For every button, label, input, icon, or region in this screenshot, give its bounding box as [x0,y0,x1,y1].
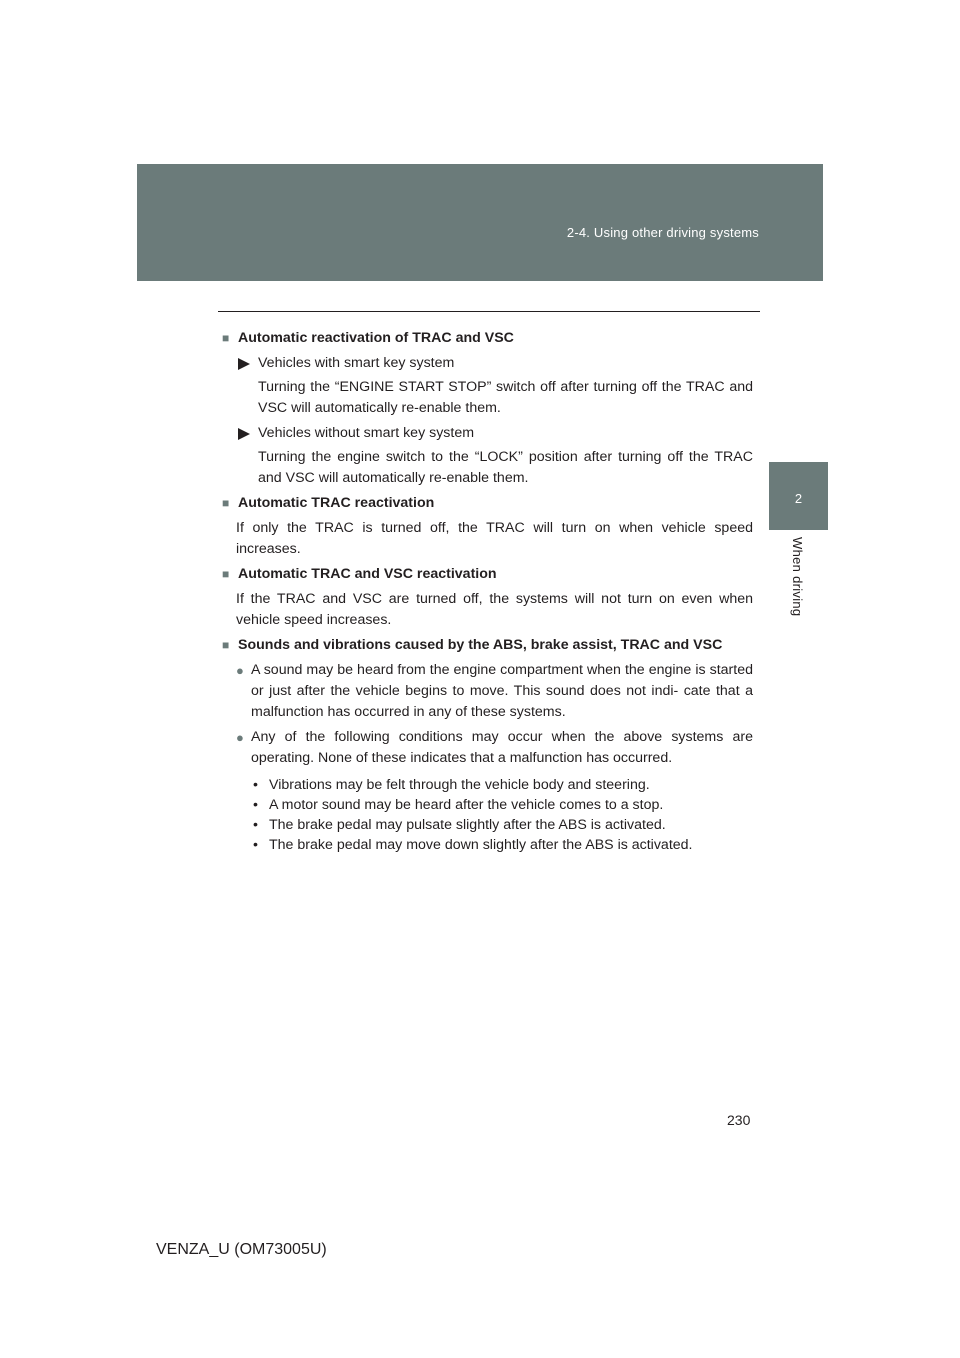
section-heading-text: Automatic TRAC and VSC reactivation [238,566,497,582]
section-marker-icon: ■ [222,567,230,581]
list-item [251,795,753,815]
top-rule [218,311,760,312]
section-heading-text: Automatic TRAC reactivation [238,495,435,511]
list-item [251,775,753,795]
page-content [222,328,753,855]
circle-bullet-icon: ● [236,663,244,678]
page-number: 230 [727,1112,751,1128]
list-item-text: Vibrations may be felt through the vehicle body and steering. [269,777,650,793]
list-item [251,815,753,835]
bullet-point-text: Any of the following conditions may occur when the above systems are operating. None of these indicates that a malfunction has occurred. [251,729,753,766]
chapter-label: When driving [790,537,805,617]
list-item-text: The brake pedal may pulsate slightly after the ABS is activated. [269,817,666,833]
triangle-right-icon [236,423,258,444]
section-heading [222,564,753,585]
chapter-tab [769,462,828,530]
arrow-item [236,353,753,374]
section-marker-icon: ■ [222,331,230,345]
bullet-icon: • [253,797,258,813]
paragraph: If the TRAC and VSC are turned off, the systems will not turn on even when vehicle speed increases. [236,591,753,628]
section-heading-text: Automatic reactivation of TRAC and VSC [238,330,514,346]
bullet-icon: • [253,817,258,833]
arrow-item [236,423,753,444]
bullet-icon: • [253,777,258,793]
paragraph: Turning the “ENGINE START STOP” switch off after turning off the TRAC and VSC will automatically re-enable them. [258,379,753,416]
paragraph: Turning the engine switch to the “LOCK” position after turning off the TRAC and VSC will automatically re-enable them. [258,449,753,486]
bullet-icon: • [253,837,258,853]
header-band [137,164,823,281]
paragraph: If only the TRAC is turned off, the TRAC will turn on when vehicle speed increases. [236,520,753,557]
arrow-item-label: Vehicles with smart key system [258,355,455,371]
bullet-point-text: A sound may be heard from the engine compartment when the engine is started or just after the vehicle begins to move. This sound does not indi- cate that a malfunction has occurred in any of these systems. [251,662,753,720]
section-heading [222,328,753,349]
section-heading [222,635,753,656]
list-item-text: A motor sound may be heard after the vehicle comes to a stop. [269,797,664,813]
section-marker-icon: ■ [222,496,230,510]
triangle-right-icon [236,353,258,374]
bullet-point [236,727,753,769]
manual-code: VENZA_U (OM73005U) [156,1241,327,1258]
circle-bullet-icon: ● [236,730,244,745]
section-title: 2-4. Using other driving systems [566,225,759,240]
bullet-point [236,660,753,723]
chapter-number: 2 [794,491,803,506]
section-heading [222,493,753,514]
arrow-item-label: Vehicles without smart key system [258,425,475,441]
list-item-text: The brake pedal may move down slightly after the ABS is activated. [269,837,693,853]
section-marker-icon: ■ [222,638,230,652]
conditions-list [251,775,753,855]
list-item [251,835,753,855]
section-heading-text: Sounds and vibrations caused by the ABS, brake assist, TRAC and VSC [238,637,723,653]
